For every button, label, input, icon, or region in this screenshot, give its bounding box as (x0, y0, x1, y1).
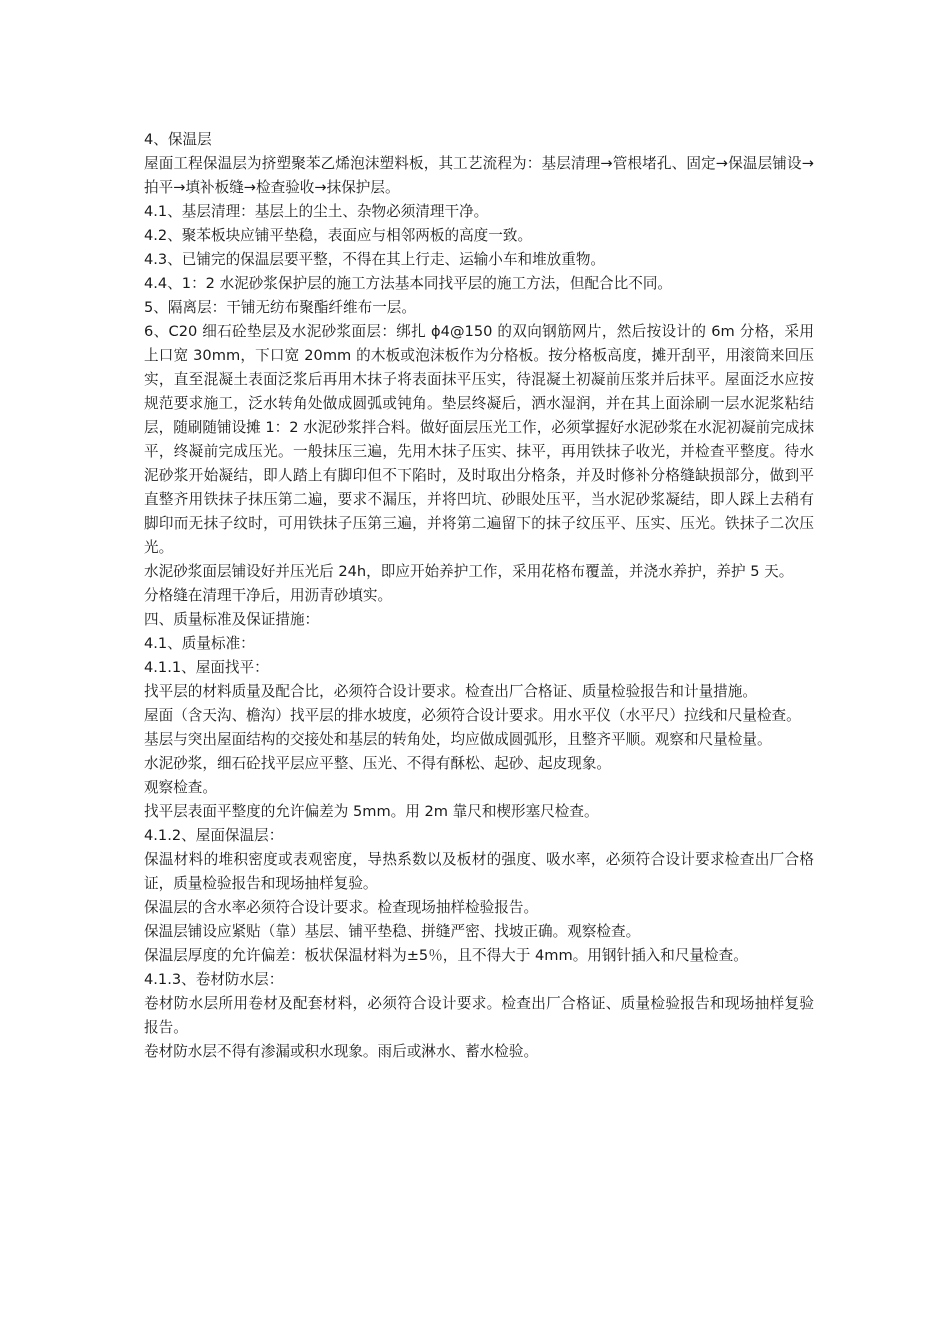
paragraph: 保温层厚度的允许偏差：板状保温材料为±5％，且不得大于 4mm。用钢针插入和尺量检查。 (144, 947, 748, 964)
paragraph: 观察检查。 (144, 779, 217, 796)
paragraph: 找平层表面平整度的允许偏差为 5mm。用 2m 靠尺和楔形塞尺检查。 (144, 803, 599, 820)
paragraph: 4.2、聚苯板块应铺平垫稳，表面应与相邻两板的高度一致。 (144, 227, 533, 244)
subsection-heading: 4.1.2、屋面保温层： (144, 827, 284, 844)
section-heading-quality: 四、质量标准及保证措施： (144, 611, 320, 628)
paragraph: 找平层的材料质量及配合比，必须符合设计要求。检查出厂合格证、质量检验报告和计量措施。 (144, 683, 757, 700)
paragraph: 保温材料的堆积密度或表观密度，导热系数以及板材的强度、吸水率，必须符合设计要求检查出厂合格证，质量检验报告和现场抽样复验。 (144, 851, 814, 892)
subsection-heading: 4.1.3、卷材防水层： (144, 971, 284, 988)
subsection-heading: 4.1、质量标准： (144, 635, 255, 652)
paragraph: 保温层铺设应紧贴（靠）基层、铺平垫稳、拼缝严密、找坡正确。观察检查。 (144, 923, 641, 940)
paragraph: 6、C20 细石砼垫层及水泥砂浆面层：绑扎 ϕ4@150 的双向钢筋网片，然后按设计的 6m 分格，采用上口宽 30mm，下口宽 20mm 的木板或泡沫板作为分格板。按分格板高度，摊开刮平，用滚筒来回压实，直至混凝土表面泛浆后再用木抹子将表面抹平压实，待混凝土初凝前压浆并后抹平。屋面泛水应按规范要求施工，泛水转角处做成圆弧或钝角。垫层终凝后，洒水湿润，并在其上面涂刷一层水泥浆粘结层，随刷随铺设摊 1：2 水泥砂浆拌合料。做好面层压光工作，必须掌握好水泥砂浆在水泥初凝前完成抹平，终凝前完成压光。一般抹压三遍，先用木抹子压实、抹平，再用铁抹子收光，并检查平整度。待水泥砂浆开始凝结，即人踏上有脚印但不下陷时，及时取出分格条，并及时修补分格缝缺损部分，做到平直整齐用铁抹子抹压第二遍，要求不漏压，并将凹坑、砂眼处压平，当水泥砂浆凝结，即人踩上去稍有脚印而无抹子纹时，可用铁抹子压第三遍，并将第二遍留下的抹子纹压平、压实、压光。铁抹子二次压光。 (144, 323, 814, 556)
paragraph: 屋面（含天沟、檐沟）找平层的排水坡度，必须符合设计要求。用水平仪（水平尺）拉线和尺量检查。 (144, 707, 801, 724)
subsection-heading: 4.1.1、屋面找平： (144, 659, 269, 676)
paragraph: 卷材防水层所用卷材及配套材料，必须符合设计要求。检查出厂合格证、质量检验报告和现场抽样复验报告。 (144, 995, 814, 1036)
paragraph: 保温层的含水率必须符合设计要求。检查现场抽样检验报告。 (144, 899, 539, 916)
paragraph: 5、隔离层：干铺无纺布聚酯纤维布一层。 (144, 299, 416, 316)
paragraph: 4.4、1：2 水泥砂浆保护层的施工方法基本同找平层的施工方法，但配合比不同。 (144, 275, 673, 292)
paragraph: 分格缝在清理干净后，用沥青砂填实。 (144, 587, 393, 604)
paragraph: 卷材防水层不得有渗漏或积水现象。雨后或淋水、蓄水检验。 (144, 1043, 539, 1060)
document-body (144, 128, 814, 1064)
paragraph: 4.1、基层清理：基层上的尘土、杂物必须清理干净。 (144, 203, 489, 220)
paragraph: 水泥砂浆，细石砼找平层应平整、压光、不得有酥松、起砂、起皮现象。 (144, 755, 612, 772)
paragraph: 屋面工程保温层为挤塑聚苯乙烯泡沫塑料板，其工艺流程为：基层清理→管根堵孔、固定→保温层铺设→拍平→填补板缝→检查验收→抹保护层。 (144, 155, 814, 196)
paragraph: 基层与突出屋面结构的交接处和基层的转角处，均应做成圆弧形，且整齐平顺。观察和尺量检量。 (144, 731, 772, 748)
paragraph: 水泥砂浆面层铺设好并压光后 24h，即应开始养护工作，采用花格布覆盖，并浇水养护，养护 5 天。 (144, 563, 794, 580)
paragraph: 4.3、已铺完的保温层要平整，不得在其上行走、运输小车和堆放重物。 (144, 251, 606, 268)
section-heading-insulation: 4、保温层 (144, 131, 212, 148)
